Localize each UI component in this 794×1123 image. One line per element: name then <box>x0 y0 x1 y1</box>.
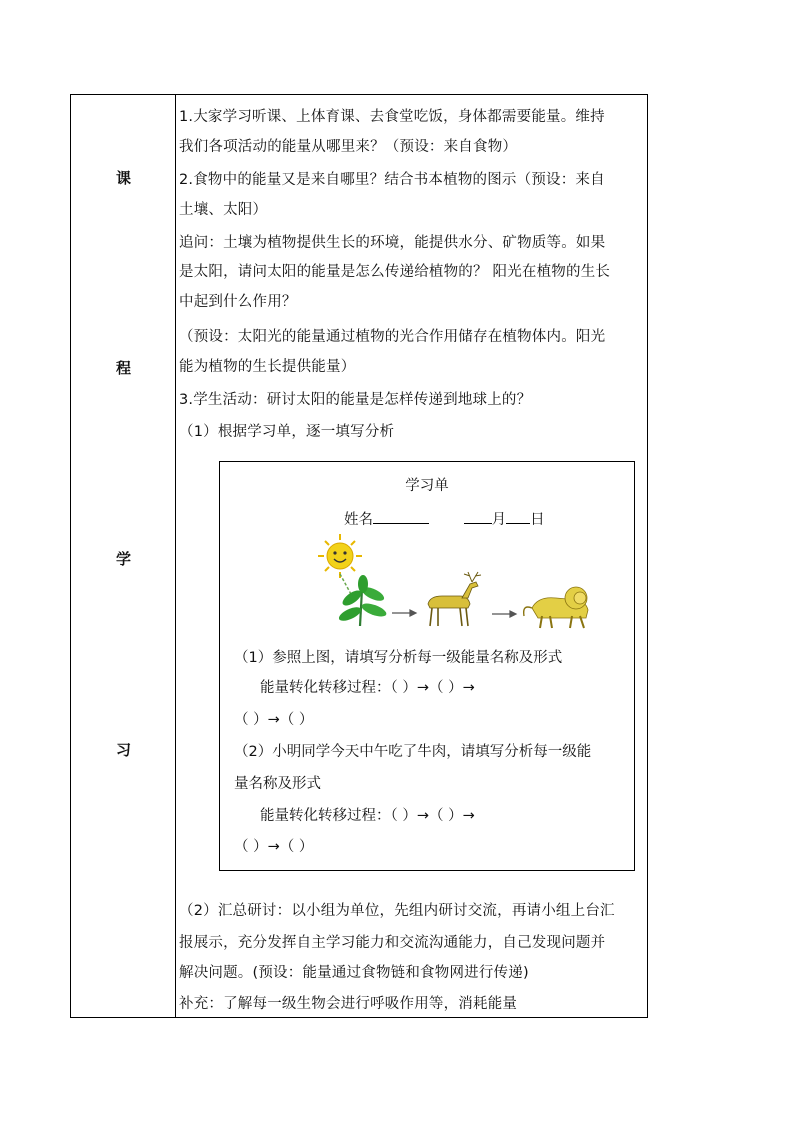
worksheet-process-2: 能量转化转移过程：（ ）→（ ）→ <box>260 808 475 824</box>
worksheet-box <box>219 461 635 871</box>
arrow-icon <box>492 611 516 617</box>
worksheet-question-2-cont: 量名称及形式 <box>234 776 321 792</box>
day-label: 日 <box>530 512 545 528</box>
worksheet-process-2-cont: （ ）→（ ） <box>234 839 314 855</box>
content-line: （预设：太阳光的能量通过植物的光合作用储存在植物体内。阳光 <box>179 329 606 345</box>
plant-icon <box>337 575 388 626</box>
section-label-char: 课 <box>115 169 131 187</box>
worksheet-question-1: （1）参照上图，请填写分析每一级能量名称及形式 <box>234 650 563 666</box>
content-line: 中起到什么作用？ <box>179 294 297 310</box>
worksheet-process-1: 能量转化转移过程：（ ）→（ ）→ <box>260 680 475 696</box>
worksheet-process-1-cont: （ ）→（ ） <box>234 712 314 728</box>
lesson-table <box>70 94 648 1018</box>
content-line: 补充：了解每一级生物会进行呼吸作用等，消耗能量 <box>179 996 518 1012</box>
worksheet-question-2: （2）小明同学今天中午吃了牛肉，请填写分析每一级能 <box>234 744 592 760</box>
section-label-char: 学 <box>115 550 131 568</box>
section-label-column <box>71 95 176 1017</box>
lion-icon <box>524 587 588 628</box>
content-line: 能为植物的生长提供能量） <box>179 359 356 375</box>
section-label-char: 程 <box>115 359 131 377</box>
content-line: 是太阳，请问太阳的能量是怎么传递给植物的？ 阳光在植物的生长 <box>179 264 611 280</box>
name-label: 姓名 <box>344 512 373 528</box>
sun-icon <box>318 534 362 578</box>
content-line: （2）汇总研讨：以小组为单位，先组内研讨交流，再请小组上台汇 <box>179 903 615 919</box>
arrow-icon <box>392 610 416 616</box>
deer-icon <box>428 572 481 626</box>
content-line: 2.食物中的能量又是来自哪里？结合书本植物的图示（预设：来自 <box>179 172 605 188</box>
arrow-icon <box>340 574 352 596</box>
month-label: 月 <box>491 512 507 528</box>
section-label-char: 习 <box>115 741 131 759</box>
content-line: 土壤、太阳） <box>179 202 268 218</box>
content-line: 解决问题。(预设：能量通过食物链和食物网进行传递) <box>179 965 529 981</box>
content-line: 我们各项活动的能量从哪里来？（预设：来自食物） <box>179 139 518 155</box>
food-chain-illustration <box>310 534 600 630</box>
content-line: 报展示，充分发挥自主学习能力和交流沟通能力，自己发现问题并 <box>179 935 606 951</box>
content-line: 追问：土壤为植物提供生长的环境，能提供水分、矿物质等。如果 <box>179 235 606 251</box>
content-line: （1）根据学习单，逐一填写分析 <box>179 424 395 440</box>
name-blank[interactable] <box>373 509 429 524</box>
content-line: 3.学生活动：研讨太阳的能量是怎样传递到地球上的？ <box>179 392 532 408</box>
content-line: 1.大家学习听课、上体育课、去食堂吃饭，身体都需要能量。维持 <box>179 109 605 125</box>
worksheet-title: 学习单 <box>405 478 449 494</box>
day-blank[interactable] <box>506 509 530 524</box>
month-blank[interactable] <box>464 509 492 524</box>
worksheet-name-row <box>344 508 545 529</box>
